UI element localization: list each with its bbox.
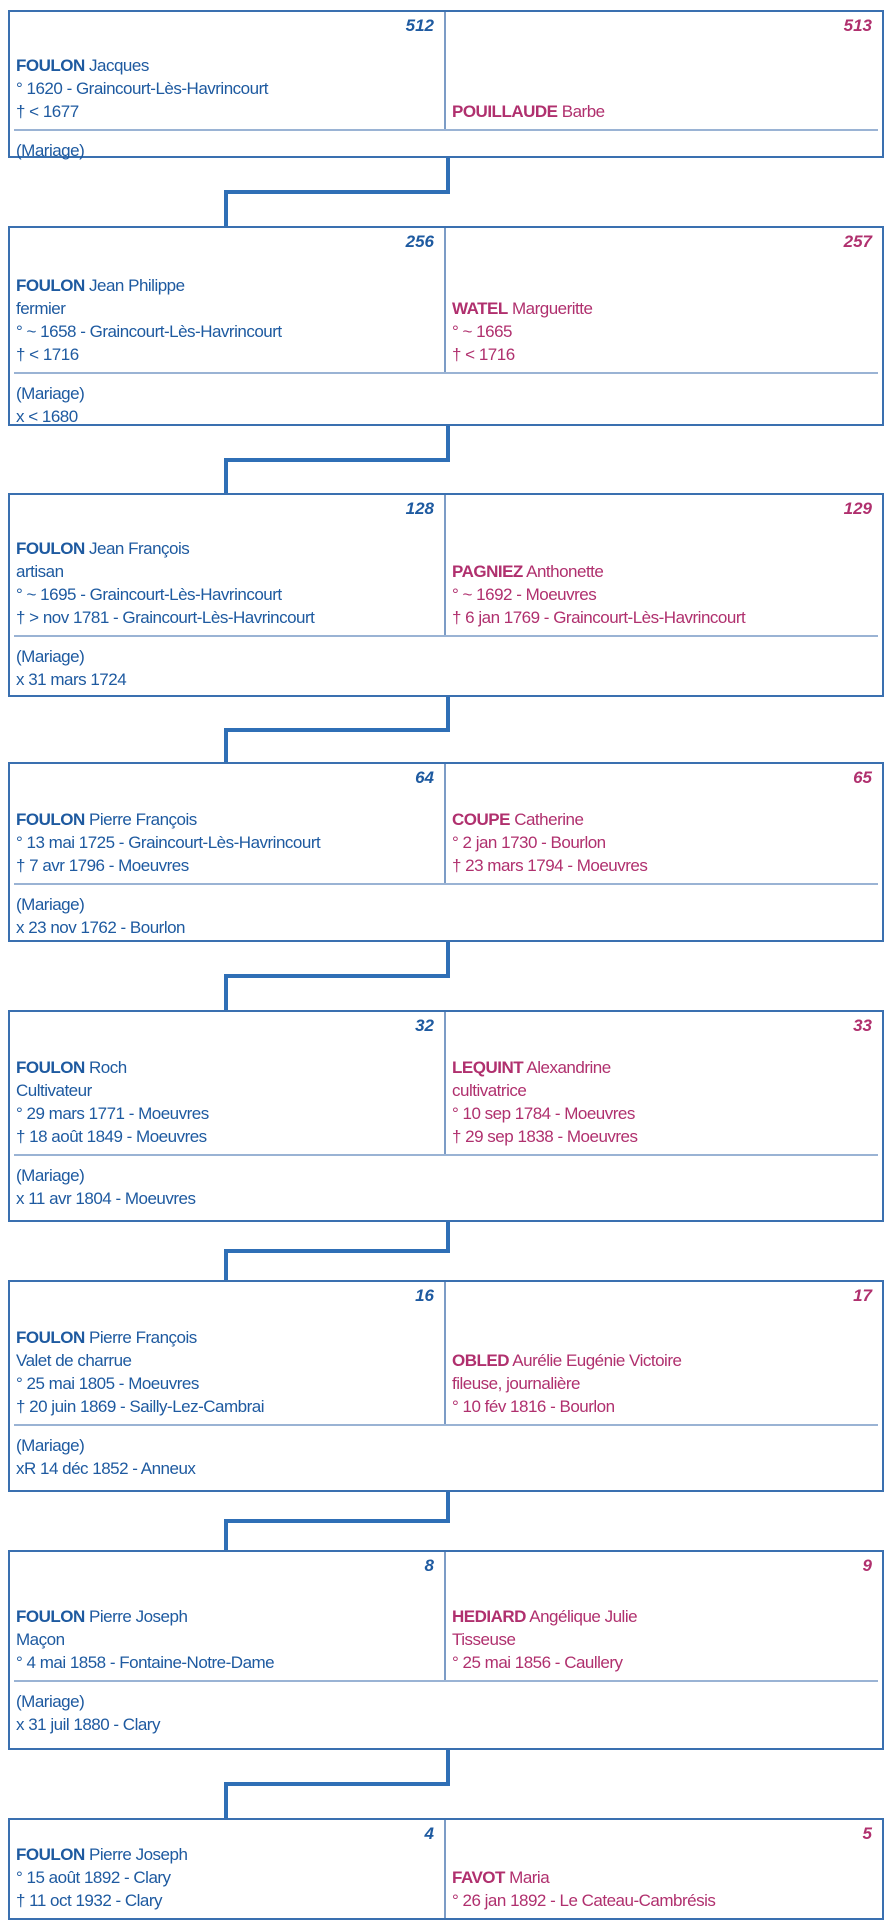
person-detail-line: artisan — [16, 562, 64, 581]
marriage-info — [16, 893, 185, 939]
sosa-number: 64 — [415, 768, 434, 787]
wife-panel — [446, 495, 882, 635]
given-names: Margueritte — [511, 299, 593, 318]
person-name — [16, 808, 440, 831]
person-detail-line: ° 4 mai 1858 - Fontaine-Notre-Dame — [16, 1653, 275, 1672]
marriage-detail: x 31 mars 1724 — [16, 670, 127, 689]
couple-row — [10, 1820, 882, 1918]
person-detail-line: Valet de charrue — [16, 1351, 132, 1370]
person-detail-line: ° 26 jan 1892 - Le Cateau-Cambrésis — [452, 1891, 716, 1910]
person-detail-line: cultivatrice — [452, 1081, 527, 1100]
sosa-number: 5 — [862, 1824, 872, 1843]
sosa-number: 65 — [853, 768, 872, 787]
surname: COUPE — [452, 810, 510, 829]
wife-panel — [446, 1820, 882, 1918]
wife-details — [452, 100, 878, 123]
person-detail-line: Tisseuse — [452, 1630, 516, 1649]
person-detail-line: ° 10 fév 1816 - Bourlon — [452, 1397, 615, 1416]
connector-line — [446, 942, 450, 976]
sosa-number: 16 — [415, 1286, 434, 1305]
connector-line — [224, 1784, 228, 1818]
connector-line — [224, 1521, 228, 1550]
marriage-detail: xR 14 déc 1852 - Anneux — [16, 1459, 196, 1478]
marriage-divider — [14, 635, 878, 637]
wife-details — [452, 1866, 878, 1912]
husband-panel — [10, 1820, 446, 1918]
couple-row — [10, 1012, 882, 1154]
surname: FOULON — [16, 1607, 85, 1626]
person-name — [452, 100, 878, 123]
sosa-number: 9 — [862, 1556, 872, 1575]
given-names: Barbe — [561, 102, 605, 121]
surname: FOULON — [16, 1058, 85, 1077]
marriage-divider — [14, 883, 878, 885]
connector-line — [446, 697, 450, 730]
person-name — [16, 1605, 440, 1628]
given-names: Maria — [509, 1868, 550, 1887]
person-detail-line: ° 29 mars 1771 - Moeuvres — [16, 1104, 209, 1123]
wife-panel — [446, 764, 882, 883]
person-name — [452, 297, 878, 320]
connector-line — [224, 1251, 228, 1280]
person-detail-line: ° 15 août 1892 - Clary — [16, 1868, 171, 1887]
connector-line — [446, 426, 450, 460]
sosa-number: 17 — [853, 1286, 872, 1305]
person-detail-line: ° 25 mai 1856 - Caullery — [452, 1653, 623, 1672]
marriage-label: (Mariage) — [16, 1692, 85, 1711]
husband-details — [16, 1605, 440, 1674]
person-detail-line: ° ~ 1658 - Graincourt-Lès-Havrincourt — [16, 322, 282, 341]
generation-box — [8, 10, 884, 158]
marriage-divider — [14, 1680, 878, 1682]
husband-details — [16, 1056, 440, 1148]
surname: FOULON — [16, 810, 85, 829]
person-name — [16, 274, 440, 297]
husband-panel — [10, 228, 446, 372]
marriage-divider — [14, 129, 878, 131]
husband-details — [16, 274, 440, 366]
sosa-number: 129 — [843, 499, 872, 518]
connector-line — [224, 1782, 450, 1786]
wife-panel — [446, 1282, 882, 1424]
connector-line — [224, 728, 450, 732]
husband-details — [16, 1326, 440, 1418]
surname: FOULON — [16, 539, 85, 558]
surname: LEQUINT — [452, 1058, 524, 1077]
husband-panel — [10, 1552, 446, 1680]
surname: WATEL — [452, 299, 508, 318]
husband-panel — [10, 764, 446, 883]
wife-details — [452, 1349, 878, 1418]
connector-line — [224, 1249, 450, 1253]
person-name — [452, 1605, 878, 1628]
person-detail-line: ° 2 jan 1730 - Bourlon — [452, 833, 606, 852]
marriage-detail: x 23 nov 1762 - Bourlon — [16, 918, 186, 937]
husband-panel — [10, 12, 446, 129]
given-names: Catherine — [514, 810, 584, 829]
given-names: Pierre François — [89, 1328, 197, 1347]
couple-row — [10, 1552, 882, 1680]
sosa-number: 8 — [424, 1556, 434, 1575]
husband-panel — [10, 1282, 446, 1424]
connector-line — [446, 1222, 450, 1251]
marriage-detail: x 31 juil 1880 - Clary — [16, 1715, 160, 1734]
given-names: Angélique Julie — [529, 1607, 638, 1626]
given-names: Alexandrine — [526, 1058, 611, 1077]
person-detail-line: Cultivateur — [16, 1081, 92, 1100]
wife-details — [452, 1056, 878, 1148]
marriage-divider — [14, 1154, 878, 1156]
wife-panel — [446, 1012, 882, 1154]
sosa-number: 513 — [843, 16, 872, 35]
marriage-label: (Mariage) — [16, 1436, 85, 1455]
couple-row — [10, 12, 882, 129]
person-detail-line: † 29 sep 1838 - Moeuvres — [452, 1127, 638, 1146]
connector-line — [224, 974, 450, 978]
couple-row — [10, 764, 882, 883]
sosa-number: 4 — [424, 1824, 434, 1843]
person-detail-line: † > nov 1781 - Graincourt-Lès-Havrincourt — [16, 608, 315, 627]
marriage-divider — [14, 1424, 878, 1426]
sosa-number: 128 — [405, 499, 434, 518]
generation-box — [8, 493, 884, 697]
wife-details — [452, 1605, 878, 1674]
marriage-info — [16, 1164, 196, 1210]
person-detail-line: ° 13 mai 1725 - Graincourt-Lès-Havrincourt — [16, 833, 321, 852]
given-names: Aurélie Eugénie Victoire — [512, 1351, 682, 1370]
person-name — [452, 1056, 878, 1079]
generation-box — [8, 1010, 884, 1222]
wife-details — [452, 560, 878, 629]
person-detail-line: † < 1716 — [452, 345, 515, 364]
marriage-label: (Mariage) — [16, 141, 85, 160]
surname: FOULON — [16, 276, 85, 295]
person-detail-line: † 18 août 1849 - Moeuvres — [16, 1127, 207, 1146]
person-name — [16, 1843, 440, 1866]
person-detail-line: † < 1716 — [16, 345, 79, 364]
person-name — [16, 537, 440, 560]
surname: PAGNIEZ — [452, 562, 523, 581]
given-names: Roch — [89, 1058, 127, 1077]
marriage-label: (Mariage) — [16, 1166, 85, 1185]
given-names: Jacques — [89, 56, 149, 75]
person-name — [452, 808, 878, 831]
generation-box — [8, 1818, 884, 1920]
wife-panel — [446, 12, 882, 129]
given-names: Jean François — [89, 539, 190, 558]
person-detail-line: † < 1677 — [16, 102, 79, 121]
generation-box — [8, 762, 884, 942]
connector-line — [224, 730, 228, 762]
marriage-info — [16, 1690, 160, 1736]
wife-details — [452, 297, 878, 366]
connector-line — [446, 1750, 450, 1784]
marriage-info — [16, 139, 84, 162]
husband-panel — [10, 495, 446, 635]
person-detail-line: ° ~ 1695 - Graincourt-Lès-Havrincourt — [16, 585, 282, 604]
person-detail-line: fermier — [16, 299, 66, 318]
given-names: Pierre Joseph — [89, 1607, 188, 1626]
connector-line — [224, 190, 450, 194]
person-detail-line: ° ~ 1692 - Moeuvres — [452, 585, 597, 604]
person-detail-line: † 23 mars 1794 - Moeuvres — [452, 856, 648, 875]
person-detail-line: ° 1620 - Graincourt-Lès-Havrincourt — [16, 79, 268, 98]
person-name — [452, 1866, 878, 1889]
connector-line — [224, 460, 228, 493]
marriage-info — [16, 382, 84, 428]
sosa-number: 512 — [405, 16, 434, 35]
connector-line — [446, 1492, 450, 1521]
marriage-info — [16, 645, 126, 691]
surname: FAVOT — [452, 1868, 505, 1887]
surname: HEDIARD — [452, 1607, 526, 1626]
person-detail-line: † 20 juin 1869 - Sailly-Lez-Cambrai — [16, 1397, 265, 1416]
connector-line — [224, 458, 450, 462]
generation-box — [8, 226, 884, 426]
person-detail-line: ° 25 mai 1805 - Moeuvres — [16, 1374, 199, 1393]
sosa-number: 257 — [843, 232, 872, 251]
given-names: Anthonette — [526, 562, 604, 581]
couple-row — [10, 495, 882, 635]
surname: POUILLAUDE — [452, 102, 558, 121]
person-detail-line: fileuse, journalière — [452, 1374, 580, 1393]
connector-line — [224, 1519, 450, 1523]
wife-details — [452, 808, 878, 877]
given-names: Pierre Joseph — [89, 1845, 188, 1864]
couple-row — [10, 228, 882, 372]
given-names: Pierre François — [89, 810, 197, 829]
person-detail-line: ° ~ 1665 — [452, 322, 512, 341]
surname: FOULON — [16, 1845, 85, 1864]
person-detail-line: Maçon — [16, 1630, 65, 1649]
husband-details — [16, 54, 440, 123]
husband-details — [16, 537, 440, 629]
marriage-info — [16, 1434, 195, 1480]
marriage-label: (Mariage) — [16, 384, 85, 403]
wife-panel — [446, 228, 882, 372]
person-name — [16, 1056, 440, 1079]
husband-details — [16, 808, 440, 877]
marriage-label: (Mariage) — [16, 647, 85, 666]
surname: OBLED — [452, 1351, 509, 1370]
given-names: Jean Philippe — [89, 276, 185, 295]
person-detail-line: † 6 jan 1769 - Graincourt-Lès-Havrincourt — [452, 608, 746, 627]
sosa-number: 33 — [853, 1016, 872, 1035]
person-detail-line: † 7 avr 1796 - Moeuvres — [16, 856, 189, 875]
marriage-divider — [14, 372, 878, 374]
marriage-label: (Mariage) — [16, 895, 85, 914]
husband-panel — [10, 1012, 446, 1154]
marriage-detail: x < 1680 — [16, 407, 78, 426]
person-detail-line: † 11 oct 1932 - Clary — [16, 1891, 163, 1910]
couple-row — [10, 1282, 882, 1424]
surname: FOULON — [16, 56, 85, 75]
connector-line — [446, 158, 450, 192]
marriage-detail: x 11 avr 1804 - Moeuvres — [16, 1189, 196, 1208]
person-name — [16, 54, 440, 77]
surname: FOULON — [16, 1328, 85, 1347]
person-name — [452, 1349, 878, 1372]
connector-line — [224, 192, 228, 226]
husband-details — [16, 1843, 440, 1912]
person-name — [452, 560, 878, 583]
person-name — [16, 1326, 440, 1349]
generation-box — [8, 1550, 884, 1750]
sosa-number: 256 — [405, 232, 434, 251]
generation-box — [8, 1280, 884, 1492]
connector-line — [224, 976, 228, 1010]
sosa-number: 32 — [415, 1016, 434, 1035]
wife-panel — [446, 1552, 882, 1680]
person-detail-line: ° 10 sep 1784 - Moeuvres — [452, 1104, 635, 1123]
